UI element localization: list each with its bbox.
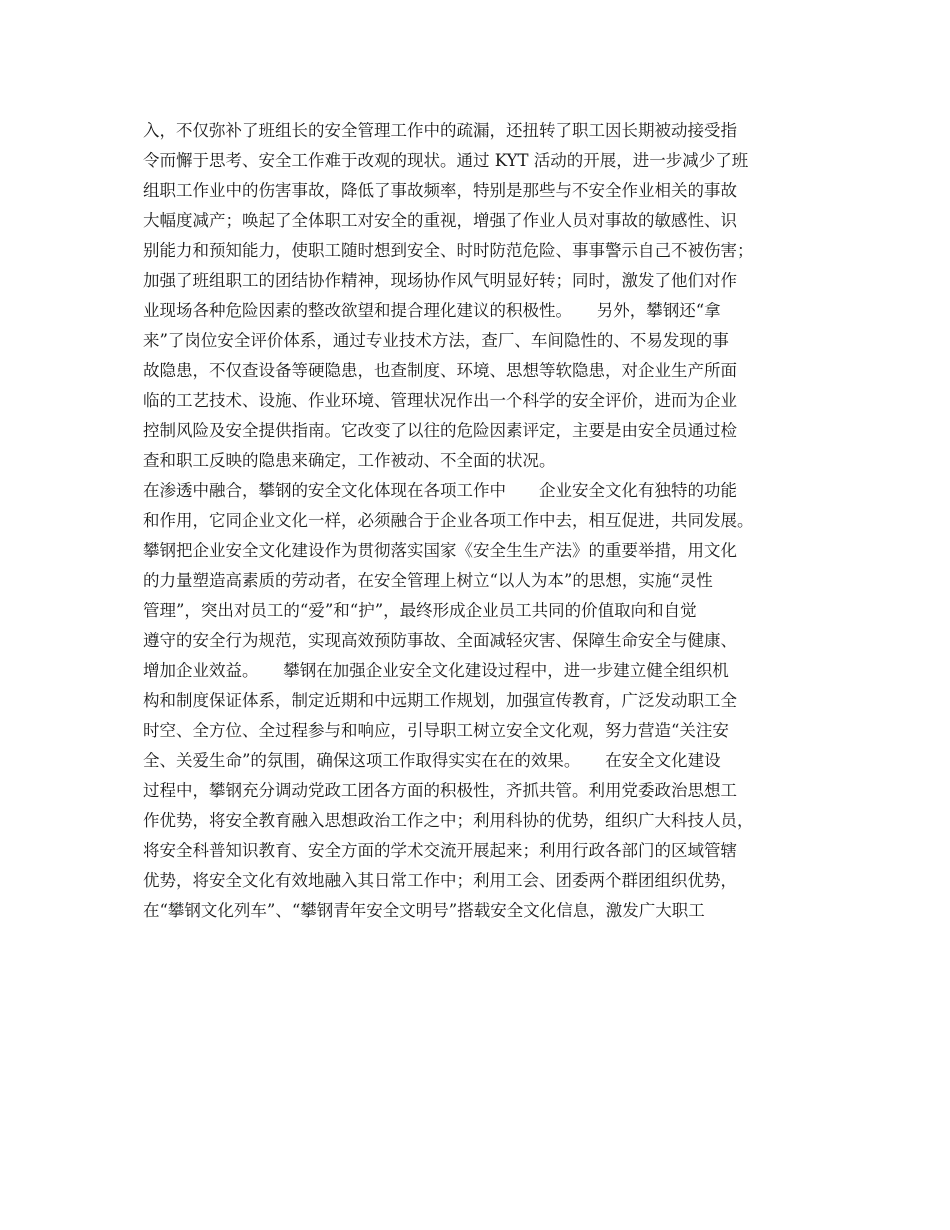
text-line: 时空、全方位、全过程参与和响应，引导职工树立安全文化观，努力营造“关注安 [143, 721, 729, 740]
text-line: 作优势，将安全教育融入思想政治工作之中；利用科协的优势，组织广大科技人员， [143, 811, 754, 830]
text-line: 和作用，它同企业文化一样，必须融合于企业各项工作中去，相互促进，共同发展。 [143, 511, 754, 530]
text-line: 将安全科普知识教育、安全方面的学术交流开展起来；利用行政各部门的区域管辖 [143, 841, 737, 860]
text-line: 过程中，攀钢充分调动党政工团各方面的积极性，齐抓共管。利用党委政治思想工 [143, 781, 737, 800]
text-line: 增加企业效益。 攀钢在加强企业安全文化建设过程中，进一步建立健全组织机 [143, 661, 729, 680]
text-line: 在“攀钢文化列车”、“攀钢青年安全文明号”搭载安全文化信息，激发广大职工 [143, 901, 705, 920]
body-text [143, 116, 823, 926]
text-line: 的力量塑造高素质的劳动者，在安全管理上树立“以人为本”的思想，实施“灵性 [143, 571, 713, 590]
text-line: 大幅度减产；唤起了全体职工对安全的重视，增强了作业人员对事故的敏感性、识 [143, 211, 737, 230]
text-line: 来”了岗位安全评价体系，通过专业技术方法，查厂、车间隐性的、不易发现的事 [143, 331, 729, 350]
text-line: 令而懈于思考、安全工作难于改观的现状。通过 KYT 活动的开展，进一步减少了班 [143, 151, 749, 170]
text-line: 在渗透中融合，攀钢的安全文化体现在各项工作中 企业安全文化有独特的功能 [143, 481, 737, 500]
text-line: 临的工艺技术、设施、作业环境、管理状况作出一个科学的安全评价，进而为企业 [143, 391, 737, 410]
text-line: 别能力和预知能力，使职工随时想到安全、时时防范危险、事事警示自己不被伤害； [143, 241, 754, 260]
text-line: 入，不仅弥补了班组长的安全管理工作中的疏漏，还扭转了职工因长期被动接受指 [143, 121, 737, 140]
text-line: 组职工作业中的伤害事故，降低了事故频率，特别是那些与不安全作业相关的事故 [143, 181, 737, 200]
text-line: 管理”，突出对员工的“爱”和“护”，最终形成企业员工共同的价值取向和自觉 [143, 601, 697, 620]
text-line: 遵守的安全行为规范，实现高效预防事故、全面减轻灾害、保障生命安全与健康、 [143, 631, 737, 650]
text-line: 构和制度保证体系，制定近期和中远期工作规划，加强宣传教育，广泛发动职工全 [143, 691, 737, 710]
text-line: 故隐患，不仅查设备等硬隐患，也查制度、环境、思想等软隐患，对企业生产所面 [143, 361, 737, 380]
text-line: 全、关爱生命”的氛围，确保这项工作取得实实在在的效果。 在安全文化建设 [143, 751, 721, 770]
text-line: 业现场各种危险因素的整改欲望和提合理化建议的积极性。 另外，攀钢还“拿 [143, 301, 721, 320]
text-line: 查和职工反映的隐患来确定，工作被动、不全面的状况。 [143, 451, 556, 470]
text-line: 优势，将安全文化有效地融入其日常工作中；利用工会、团委两个群团组织优势， [143, 871, 737, 890]
text-line: 加强了班组职工的团结协作精神，现场协作风气明显好转；同时，激发了他们对作 [143, 271, 737, 290]
text-line: 攀钢把企业安全文化建设作为贯彻落实国家《安全生生产法》的重要举措，用文化 [143, 541, 737, 560]
text-line: 控制风险及安全提供指南。它改变了以往的危险因素评定，主要是由安全员通过检 [143, 421, 737, 440]
